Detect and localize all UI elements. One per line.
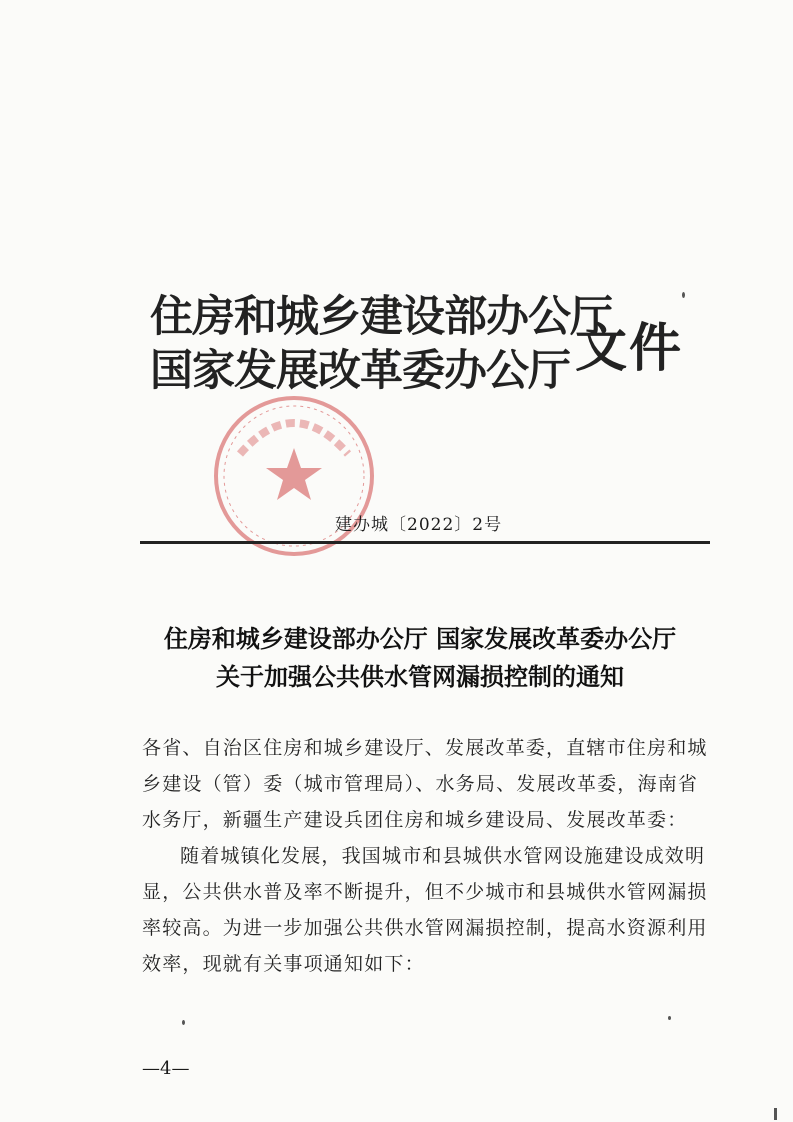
- paragraph-line: 显，公共供水普及率不断提升，但不少城市和县城供水管网漏损: [142, 881, 708, 903]
- scan-speck: [682, 292, 685, 298]
- issuer-line-1: 住房和城乡建设部办公厅: [150, 292, 612, 342]
- addressee: [142, 730, 712, 838]
- addressee-line: 乡建设（管）委（城市管理局）、水务局、发展改革委，海南省: [142, 773, 699, 795]
- notice-body: [142, 730, 712, 982]
- document-number: 建办城〔2022〕2号: [335, 515, 503, 535]
- scan-speck: [182, 1020, 185, 1025]
- title-line-2: 关于加强公共供水管网漏损控制的通知: [216, 663, 624, 691]
- paragraph-line: 率较高。为进一步加强公共供水管网漏损控制，提高水资源利用: [142, 917, 708, 939]
- addressee-line: 各省、自治区住房和城乡建设厅、发展改革委，直辖市住房和城: [142, 737, 708, 759]
- notice-title: [120, 620, 720, 696]
- scan-speck: [774, 1108, 777, 1120]
- header-divider: [140, 541, 710, 544]
- issuer-line-2: 国家发展改革委办公厅: [150, 346, 570, 396]
- body-paragraph: [142, 838, 712, 982]
- paragraph-line: 随着城镇化发展，我国城市和县城供水管网设施建设成效明: [180, 845, 706, 867]
- paragraph-line: 效率，现就有关事项通知如下：: [142, 953, 425, 975]
- issuer-block: [150, 290, 612, 398]
- scan-speck: [668, 1016, 671, 1020]
- document-type: 文件: [575, 318, 684, 379]
- addressee-line: 水务厅，新疆生产建设兵团住房和城乡建设局、发展改革委：: [142, 809, 688, 831]
- page-number: —4—: [142, 1058, 190, 1079]
- title-line-1: 住房和城乡建设部办公厅 国家发展改革委办公厅: [163, 625, 677, 653]
